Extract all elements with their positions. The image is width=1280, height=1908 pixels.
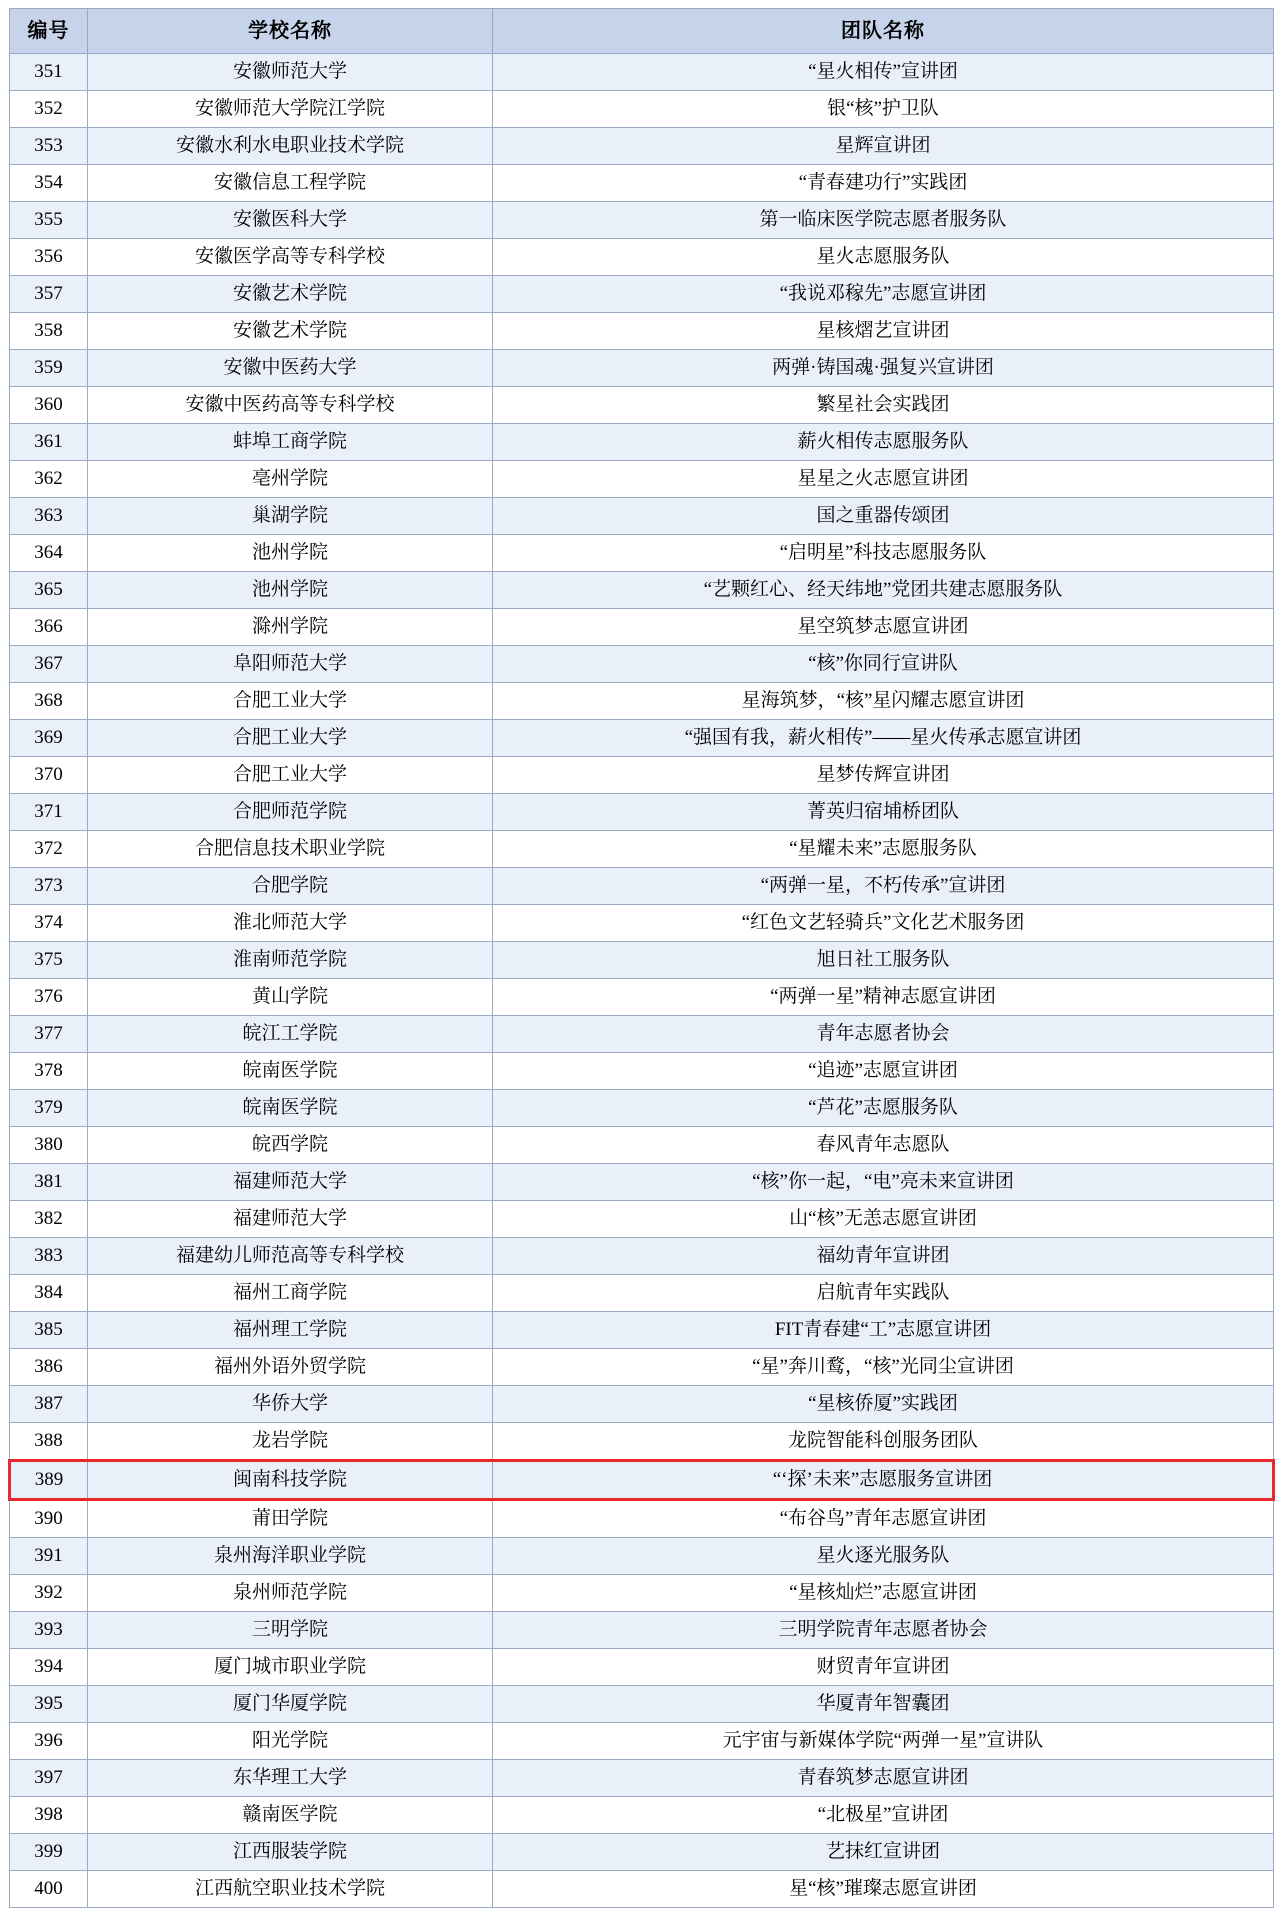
cell-team-name: 华厦青年智囊团 (493, 1686, 1274, 1723)
cell-school-name: 合肥工业大学 (88, 683, 493, 720)
cell-id: 369 (10, 720, 88, 757)
cell-id: 371 (10, 794, 88, 831)
cell-team-name: 星梦传辉宣讲团 (493, 757, 1274, 794)
cell-team-name: 财贸青年宣讲团 (493, 1649, 1274, 1686)
table-header (10, 9, 1274, 54)
cell-id: 384 (10, 1275, 88, 1312)
cell-school-name: 合肥工业大学 (88, 720, 493, 757)
cell-school-name: 阳光学院 (88, 1723, 493, 1760)
cell-id: 358 (10, 313, 88, 350)
column-header-school: 学校名称 (88, 9, 493, 54)
cell-school-name: 黄山学院 (88, 979, 493, 1016)
cell-id: 354 (10, 165, 88, 202)
cell-school-name: 闽南科技学院 (88, 1461, 493, 1500)
cell-id: 375 (10, 942, 88, 979)
cell-id: 372 (10, 831, 88, 868)
cell-id: 396 (10, 1723, 88, 1760)
table-row (10, 498, 1274, 535)
cell-team-name: 星火志愿服务队 (493, 239, 1274, 276)
table-row (10, 1201, 1274, 1238)
table-row (10, 1871, 1274, 1908)
table-row (10, 794, 1274, 831)
table-row (10, 239, 1274, 276)
cell-team-name: “星火相传”宣讲团 (493, 54, 1274, 91)
table-row (10, 720, 1274, 757)
cell-team-name: 龙院智能科创服务团队 (493, 1423, 1274, 1461)
cell-school-name: 安徽师范大学院江学院 (88, 91, 493, 128)
cell-team-name: 星“核”璀璨志愿宣讲团 (493, 1871, 1274, 1908)
cell-school-name: 安徽师范大学 (88, 54, 493, 91)
cell-team-name: “北极星”宣讲团 (493, 1797, 1274, 1834)
cell-school-name: 赣南医学院 (88, 1797, 493, 1834)
table-row (10, 1164, 1274, 1201)
cell-team-name: 星火逐光服务队 (493, 1538, 1274, 1575)
cell-school-name: 蚌埠工商学院 (88, 424, 493, 461)
table-row (10, 1053, 1274, 1090)
cell-school-name: 安徽艺术学院 (88, 276, 493, 313)
cell-school-name: 合肥学院 (88, 868, 493, 905)
cell-id: 390 (10, 1500, 88, 1538)
cell-id: 373 (10, 868, 88, 905)
table-row (10, 979, 1274, 1016)
table-row (10, 1127, 1274, 1164)
table-row (10, 1760, 1274, 1797)
cell-id: 386 (10, 1349, 88, 1386)
cell-id: 392 (10, 1575, 88, 1612)
table-row (10, 1649, 1274, 1686)
table-row (10, 1312, 1274, 1349)
table-row (10, 350, 1274, 387)
cell-id: 360 (10, 387, 88, 424)
cell-team-name: 元宇宙与新媒体学院“两弹一星”宣讲队 (493, 1723, 1274, 1760)
cell-team-name: 福幼青年宣讲团 (493, 1238, 1274, 1275)
cell-school-name: 滁州学院 (88, 609, 493, 646)
cell-team-name: “星核侨厦”实践团 (493, 1386, 1274, 1423)
cell-id: 361 (10, 424, 88, 461)
cell-team-name: 旭日社工服务队 (493, 942, 1274, 979)
cell-school-name: 福建师范大学 (88, 1201, 493, 1238)
table-row (10, 1349, 1274, 1386)
cell-team-name: 银“核”护卫队 (493, 91, 1274, 128)
cell-team-name: 三明学院青年志愿者协会 (493, 1612, 1274, 1649)
cell-id: 376 (10, 979, 88, 1016)
table-row (10, 1386, 1274, 1423)
cell-team-name: 星核熠艺宣讲团 (493, 313, 1274, 350)
cell-team-name: 星空筑梦志愿宣讲团 (493, 609, 1274, 646)
cell-team-name: 星辉宣讲团 (493, 128, 1274, 165)
table-row (10, 54, 1274, 91)
cell-team-name: “追迹”志愿宣讲团 (493, 1053, 1274, 1090)
cell-id: 398 (10, 1797, 88, 1834)
cell-id: 399 (10, 1834, 88, 1871)
cell-id: 383 (10, 1238, 88, 1275)
cell-id: 381 (10, 1164, 88, 1201)
cell-school-name: 泉州师范学院 (88, 1575, 493, 1612)
cell-school-name: 福州外语外贸学院 (88, 1349, 493, 1386)
cell-team-name: “星耀未来”志愿服务队 (493, 831, 1274, 868)
cell-school-name: 合肥工业大学 (88, 757, 493, 794)
cell-team-name: 春风青年志愿队 (493, 1127, 1274, 1164)
cell-school-name: 亳州学院 (88, 461, 493, 498)
cell-id: 359 (10, 350, 88, 387)
cell-team-name: “我说邓稼先”志愿宣讲团 (493, 276, 1274, 313)
cell-school-name: 阜阳师范大学 (88, 646, 493, 683)
cell-id: 388 (10, 1423, 88, 1461)
table-row (10, 831, 1274, 868)
cell-id: 356 (10, 239, 88, 276)
cell-school-name: 皖南医学院 (88, 1090, 493, 1127)
table-row (10, 1797, 1274, 1834)
table-row (10, 646, 1274, 683)
cell-team-name: 星星之火志愿宣讲团 (493, 461, 1274, 498)
column-header-id: 编号 (10, 9, 88, 54)
table-row (10, 276, 1274, 313)
cell-id: 385 (10, 1312, 88, 1349)
cell-school-name: 池州学院 (88, 535, 493, 572)
cell-id: 387 (10, 1386, 88, 1423)
cell-school-name: 福建师范大学 (88, 1164, 493, 1201)
table-row (10, 424, 1274, 461)
cell-school-name: 莆田学院 (88, 1500, 493, 1538)
cell-id: 389 (10, 1461, 88, 1500)
table-row (10, 1834, 1274, 1871)
cell-id: 380 (10, 1127, 88, 1164)
cell-team-name: 青春筑梦志愿宣讲团 (493, 1760, 1274, 1797)
table-row (10, 1423, 1274, 1461)
cell-school-name: 厦门城市职业学院 (88, 1649, 493, 1686)
cell-id: 379 (10, 1090, 88, 1127)
cell-school-name: 皖南医学院 (88, 1053, 493, 1090)
cell-school-name: 江西服装学院 (88, 1834, 493, 1871)
table-row (10, 91, 1274, 128)
cell-team-name: 两弹·铸国魂·强复兴宣讲团 (493, 350, 1274, 387)
cell-id: 363 (10, 498, 88, 535)
table-row (10, 609, 1274, 646)
table-row (10, 535, 1274, 572)
cell-id: 368 (10, 683, 88, 720)
cell-id: 366 (10, 609, 88, 646)
cell-id: 378 (10, 1053, 88, 1090)
table-row (10, 313, 1274, 350)
cell-team-name: “红色文艺轻骑兵”文化艺术服务团 (493, 905, 1274, 942)
cell-team-name: 艺抹红宣讲团 (493, 1834, 1274, 1871)
cell-id: 394 (10, 1649, 88, 1686)
table-row (10, 905, 1274, 942)
cell-school-name: 龙岩学院 (88, 1423, 493, 1461)
cell-team-name: 菁英归宿埔桥团队 (493, 794, 1274, 831)
table-row (10, 1575, 1274, 1612)
table-row (10, 1238, 1274, 1275)
cell-school-name: 安徽医科大学 (88, 202, 493, 239)
table-row (10, 165, 1274, 202)
table-row (10, 1538, 1274, 1575)
cell-id: 355 (10, 202, 88, 239)
cell-team-name: 繁星社会实践团 (493, 387, 1274, 424)
cell-id: 393 (10, 1612, 88, 1649)
cell-id: 400 (10, 1871, 88, 1908)
table-row (10, 757, 1274, 794)
cell-id: 357 (10, 276, 88, 313)
cell-id: 382 (10, 1201, 88, 1238)
cell-id: 391 (10, 1538, 88, 1575)
cell-school-name: 安徽中医药高等专科学校 (88, 387, 493, 424)
cell-team-name: “两弹一星”精神志愿宣讲团 (493, 979, 1274, 1016)
cell-id: 352 (10, 91, 88, 128)
cell-team-name: 薪火相传志愿服务队 (493, 424, 1274, 461)
cell-id: 353 (10, 128, 88, 165)
cell-school-name: 淮南师范学院 (88, 942, 493, 979)
table-row (10, 1723, 1274, 1760)
cell-id: 374 (10, 905, 88, 942)
cell-team-name: “‘探’未来”志愿服务宣讲团 (493, 1461, 1274, 1500)
cell-school-name: 安徽信息工程学院 (88, 165, 493, 202)
cell-team-name: “艺颗红心、经天纬地”党团共建志愿服务队 (493, 572, 1274, 609)
cell-school-name: 安徽中医药大学 (88, 350, 493, 387)
cell-school-name: 福州工商学院 (88, 1275, 493, 1312)
cell-id: 365 (10, 572, 88, 609)
table-row (10, 461, 1274, 498)
cell-team-name: “启明星”科技志愿服务队 (493, 535, 1274, 572)
cell-school-name: 泉州海洋职业学院 (88, 1538, 493, 1575)
cell-id: 351 (10, 54, 88, 91)
cell-team-name: “强国有我，薪火相传”——星火传承志愿宣讲团 (493, 720, 1274, 757)
cell-school-name: 合肥信息技术职业学院 (88, 831, 493, 868)
table-row (10, 1612, 1274, 1649)
roster-table (8, 8, 1275, 1908)
table-row (10, 202, 1274, 239)
cell-school-name: 东华理工大学 (88, 1760, 493, 1797)
table-row (10, 1500, 1274, 1538)
cell-team-name: 星海筑梦，“核”星闪耀志愿宣讲团 (493, 683, 1274, 720)
table-row (10, 868, 1274, 905)
cell-school-name: 巢湖学院 (88, 498, 493, 535)
cell-school-name: 华侨大学 (88, 1386, 493, 1423)
cell-id: 377 (10, 1016, 88, 1053)
cell-team-name: 山“核”无恙志愿宣讲团 (493, 1201, 1274, 1238)
table-body (10, 54, 1274, 1908)
cell-school-name: 皖西学院 (88, 1127, 493, 1164)
cell-team-name: “青春建功行”实践团 (493, 165, 1274, 202)
cell-team-name: “两弹一星，不朽传承”宣讲团 (493, 868, 1274, 905)
cell-team-name: “星核灿烂”志愿宣讲团 (493, 1575, 1274, 1612)
cell-school-name: 福建幼儿师范高等专科学校 (88, 1238, 493, 1275)
cell-team-name: “星”奔川鹜，“核”光同尘宣讲团 (493, 1349, 1274, 1386)
cell-school-name: 江西航空职业技术学院 (88, 1871, 493, 1908)
cell-id: 364 (10, 535, 88, 572)
cell-team-name: 国之重器传颂团 (493, 498, 1274, 535)
table-row (10, 1090, 1274, 1127)
table-row (10, 1016, 1274, 1053)
cell-team-name: FIT青春建“工”志愿宣讲团 (493, 1312, 1274, 1349)
cell-school-name: 三明学院 (88, 1612, 493, 1649)
cell-team-name: 第一临床医学院志愿者服务队 (493, 202, 1274, 239)
cell-school-name: 池州学院 (88, 572, 493, 609)
cell-school-name: 安徽水利水电职业技术学院 (88, 128, 493, 165)
table-row (10, 572, 1274, 609)
cell-team-name: “核”你同行宣讲队 (493, 646, 1274, 683)
cell-team-name: 青年志愿者协会 (493, 1016, 1274, 1053)
cell-school-name: 合肥师范学院 (88, 794, 493, 831)
cell-id: 397 (10, 1760, 88, 1797)
cell-team-name: “布谷鸟”青年志愿宣讲团 (493, 1500, 1274, 1538)
table-row (10, 942, 1274, 979)
cell-id: 370 (10, 757, 88, 794)
cell-school-name: 皖江工学院 (88, 1016, 493, 1053)
cell-team-name: “核”你一起，“电”亮未来宣讲团 (493, 1164, 1274, 1201)
cell-school-name: 安徽医学高等专科学校 (88, 239, 493, 276)
cell-id: 362 (10, 461, 88, 498)
cell-school-name: 厦门华厦学院 (88, 1686, 493, 1723)
cell-school-name: 安徽艺术学院 (88, 313, 493, 350)
cell-id: 395 (10, 1686, 88, 1723)
table-row (10, 1461, 1274, 1500)
table-header-row (10, 9, 1274, 54)
table-row (10, 1686, 1274, 1723)
table-row (10, 683, 1274, 720)
cell-id: 367 (10, 646, 88, 683)
cell-school-name: 淮北师范大学 (88, 905, 493, 942)
table-row (10, 387, 1274, 424)
table-row (10, 1275, 1274, 1312)
cell-team-name: 启航青年实践队 (493, 1275, 1274, 1312)
table-row (10, 128, 1274, 165)
cell-team-name: “芦花”志愿服务队 (493, 1090, 1274, 1127)
cell-school-name: 福州理工学院 (88, 1312, 493, 1349)
column-header-team: 团队名称 (493, 9, 1274, 54)
